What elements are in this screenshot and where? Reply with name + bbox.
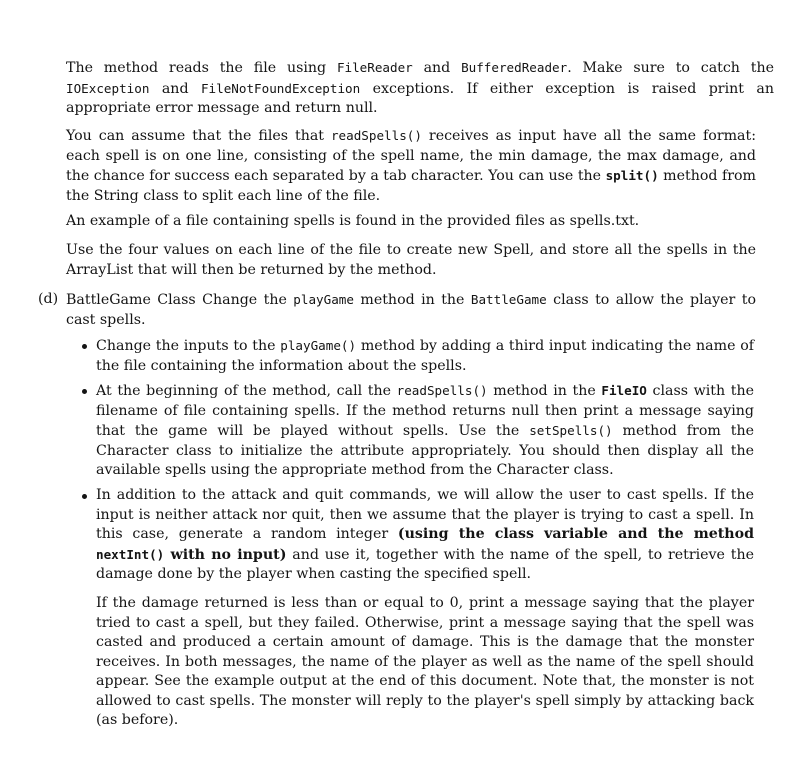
code-readspells-call: readSpells() xyxy=(396,383,488,398)
code-bufferedreader: BufferedReader xyxy=(461,60,568,75)
bullet-marker xyxy=(82,344,87,349)
code-setspells: setSpells() xyxy=(529,423,613,438)
code-readspells: readSpells() xyxy=(330,128,422,143)
part-d-intro xyxy=(66,290,756,330)
code-playgame: playGame xyxy=(293,292,354,307)
text: BattleGame Class Change the xyxy=(66,292,294,308)
text: method by adding a third input indicating the name of the file containing the information about the spells. xyxy=(96,338,754,374)
paragraph-create-spells: Use the four values on each line of the file to create new Spell, and store all the spells in the ArrayList that will then be returned by the method. xyxy=(66,242,756,278)
code-nextint: nextInt() xyxy=(96,546,165,562)
text: method from the Character class to initialize the attribute appropriately. You should then display all the available spells using the appropriate method from the Character class. xyxy=(96,423,754,478)
text: In addition to the attack and quit commands, we will allow the user to cast spells. If the input is neither attack nor quit, then we assume that the player is trying to cast a spell. In this case, generate a random integer xyxy=(96,487,754,542)
text: method in the xyxy=(487,383,602,399)
bold-text: with no input) xyxy=(164,546,287,563)
bullet-cast-spells xyxy=(96,486,754,585)
code-split: split() xyxy=(605,168,659,183)
text: class to allow the player to cast spells. xyxy=(66,292,756,328)
text: Change the inputs to the xyxy=(96,338,281,354)
paragraph-damage-messages: If the damage returned is less than or equal to 0, print a message saying that the player tried to cast a spell, but they failed. Otherwise, print a message saying that the spell was casted and produced a certain amount of damage. This is the damage that the monster receives. In both messages, the name of the player as well as the name of the spell should appear. See the example output at the end of this document. Note that, the monster is not allowed to cast spells. The monster will reply to the player's spell simply by attacking back (as before). xyxy=(96,595,754,728)
text: You can assume that the files that xyxy=(66,128,331,144)
paragraph-example-file: An example of a file containing spells is found in the provided files as spells.txt. xyxy=(66,213,640,229)
text: exceptions. If either exception is raised print an appropriate error message and return null. xyxy=(66,80,774,116)
bullet-read-spells xyxy=(96,381,754,481)
text: method from the String class to split each line of the file. xyxy=(66,168,757,204)
bullet-marker xyxy=(82,389,87,394)
paragraph-file-format xyxy=(66,126,756,206)
code-playgame-call: playGame() xyxy=(280,338,357,353)
text: At the beginning of the method, call the xyxy=(96,383,397,399)
bullet-marker xyxy=(82,494,87,499)
text: method in the xyxy=(353,292,471,308)
code-fileio: FileIO xyxy=(601,383,647,398)
part-d-label: (d) xyxy=(38,291,59,307)
text: The method reads the file using xyxy=(66,60,337,76)
text: receives as input have all the same format: each spell is on one line, consisting of the spell name, the min damage, the max damage, and the chance for success each separated by a tab character. You can use the xyxy=(66,128,756,184)
text: and xyxy=(149,80,201,97)
text: . Make sure to catch the xyxy=(567,60,774,76)
text: and use it, together with the name of the spell, to retrieve the damage done by the player when casting the specified spell. xyxy=(96,546,754,582)
code-battlegame: BattleGame xyxy=(470,292,547,307)
code-ioexception: IOException xyxy=(66,80,150,96)
text: class with the filename of file containing spells. If the method returns null then print a message saying that the game will be played without spells. Use the xyxy=(96,383,755,439)
code-filenotfoundexception: FileNotFoundException xyxy=(200,80,361,96)
code-filereader: FileReader xyxy=(336,60,413,75)
text: and xyxy=(412,60,462,76)
paragraph-filereader xyxy=(66,58,774,119)
bold-text: (using the class variable and the method xyxy=(397,526,755,542)
bullet-playgame-inputs xyxy=(96,336,754,376)
